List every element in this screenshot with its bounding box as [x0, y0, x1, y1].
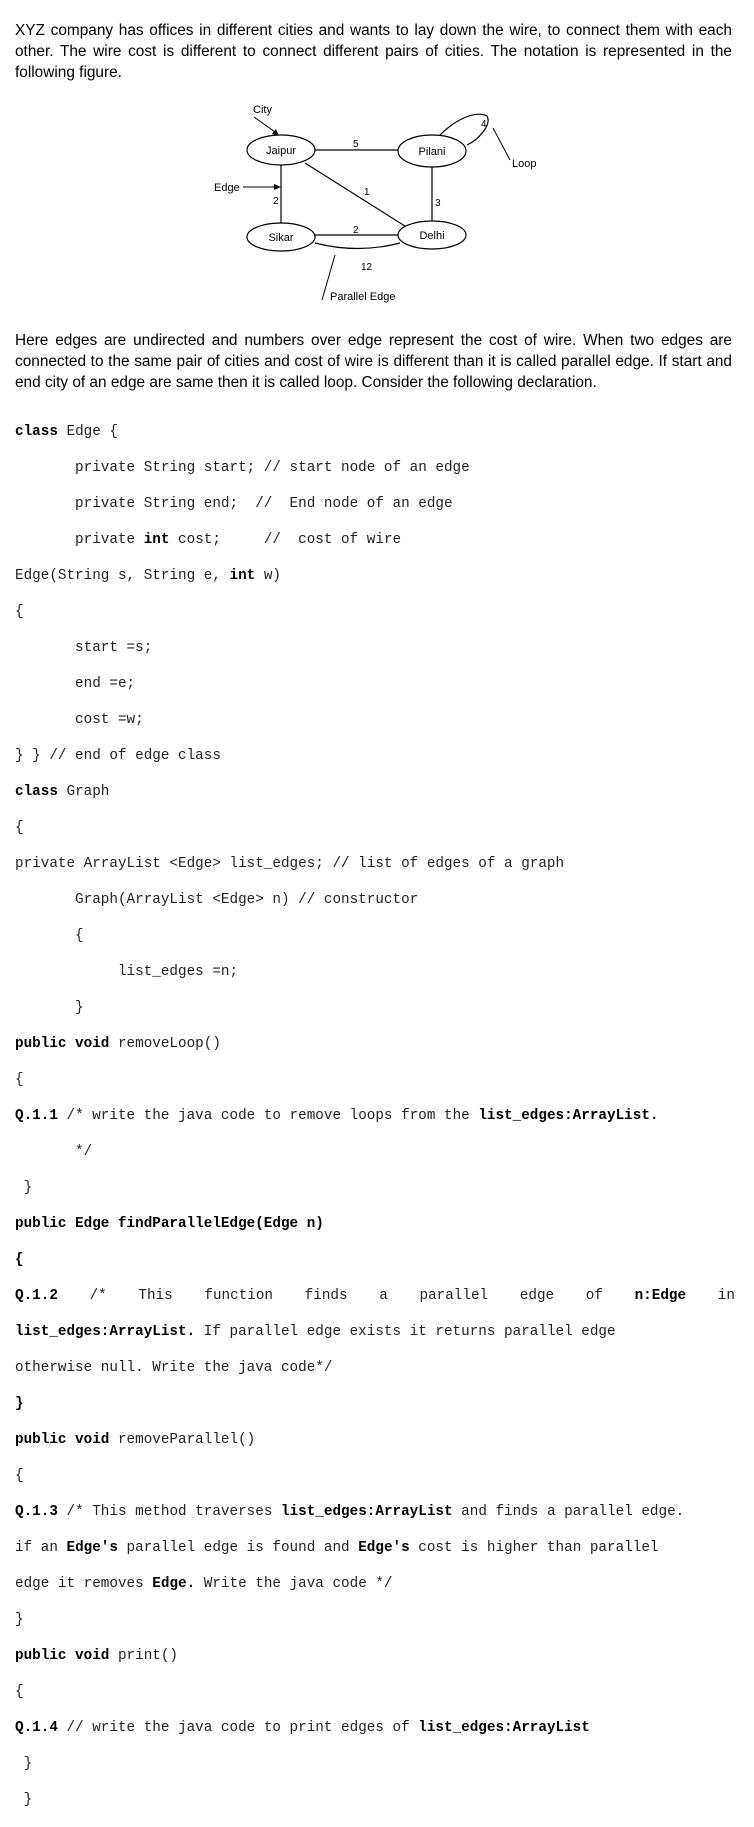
- question-id: Q.1.4: [15, 1720, 58, 1736]
- edge-sikar-delhi-parallel: [315, 243, 400, 249]
- keyword: public void: [15, 1036, 110, 1052]
- weight-jaipur-sikar: 2: [273, 196, 279, 207]
- code-line: [15, 423, 735, 441]
- code-line: cost =w;: [15, 712, 144, 728]
- weight-pilani-delhi: 3: [435, 198, 441, 209]
- edge-arrowhead: [274, 184, 281, 190]
- code-line: otherwise null. Write the java code*/: [15, 1360, 333, 1376]
- code-word: edge: [519, 1288, 555, 1304]
- code-text: removeParallel(): [109, 1432, 256, 1448]
- code-text: cost is higher than parallel: [409, 1540, 659, 1556]
- code-line: }: [15, 1612, 24, 1628]
- code-line: {: [15, 820, 24, 836]
- intro-paragraph: XYZ company has offices in different cities and wants to lay down the wire, to connect them with each other. The wire cost is different to connect different pairs of cities. The notation is represented in the following figure.: [15, 22, 732, 81]
- code-bold: list_edges:ArrayList.: [15, 1324, 196, 1340]
- code-word: in: [717, 1288, 735, 1304]
- keyword: public void: [15, 1432, 110, 1448]
- code-bold: list_edges:ArrayList: [280, 1504, 453, 1520]
- code-line: {: [15, 928, 84, 944]
- code-text: w): [255, 568, 281, 584]
- code-line: [15, 1107, 735, 1125]
- weight-loop: 4: [481, 119, 487, 130]
- code-line: [15, 1503, 735, 1521]
- node-jaipur-label: Jaipur: [266, 145, 296, 157]
- code-text: If parallel edge exists it returns parallel edge: [195, 1324, 616, 1340]
- code-text: private: [15, 532, 144, 548]
- loop-label: Loop: [512, 158, 537, 170]
- code-text: Write the java code */: [195, 1576, 393, 1592]
- code-text: cost; // cost of wire: [169, 532, 402, 548]
- keyword: public void: [15, 1648, 110, 1664]
- code-line: Graph(ArrayList <Edge> n) // constructor: [15, 892, 419, 908]
- code-text: removeLoop(): [109, 1036, 221, 1052]
- code-line: [15, 1647, 735, 1665]
- node-delhi-label: Delhi: [419, 230, 445, 242]
- code-text: // write the java code to print edges of: [57, 1720, 419, 1736]
- code-word: function: [204, 1288, 274, 1304]
- code-bold: Edge.: [152, 1576, 196, 1592]
- code-text: Edge(String s, String e,: [15, 568, 230, 584]
- question-id: Q.1.3: [15, 1504, 58, 1520]
- code-line: [15, 1575, 735, 1593]
- weight-jaipur-pilani: 5: [353, 139, 359, 150]
- code-line: private ArrayList <Edge> list_edges; // list of edges of a graph: [15, 856, 565, 872]
- code-bold: Edge's: [66, 1540, 118, 1556]
- edge-label: Edge: [214, 182, 240, 194]
- node-sikar-label: Sikar: [268, 232, 294, 244]
- code-line: private String end; // End node of an edge: [15, 496, 453, 512]
- keyword: int: [143, 532, 170, 548]
- code-line-justified: [15, 1287, 735, 1305]
- code-line: {: [15, 604, 24, 620]
- graph-figure: [0, 0, 754, 330]
- code-line: public Edge findParallelEdge(Edge n): [15, 1216, 324, 1232]
- code-line: }: [15, 1180, 33, 1196]
- parallel-edge-label: Parallel Edge: [330, 291, 396, 303]
- code-text: Edge {: [57, 424, 118, 440]
- code-text: Graph: [57, 784, 110, 800]
- code-word: finds: [304, 1288, 348, 1304]
- code-block: [15, 405, 735, 1827]
- code-line: }: [15, 1792, 33, 1808]
- code-word: a: [379, 1288, 388, 1304]
- code-line: [15, 1431, 735, 1449]
- code-line: [15, 783, 735, 801]
- node-pilani-label: Pilani: [418, 146, 446, 158]
- code-line: }: [15, 1396, 24, 1412]
- code-text: /* This method traverses: [57, 1504, 281, 1520]
- code-line: private String start; // start node of an edge: [15, 460, 470, 476]
- code-line: {: [15, 1684, 24, 1700]
- code-line: [15, 567, 735, 585]
- weight-jaipur-delhi: 1: [364, 187, 370, 198]
- code-line: list_edges =n;: [15, 964, 239, 980]
- code-text: and finds a parallel edge.: [452, 1504, 685, 1520]
- keyword: class: [15, 784, 58, 800]
- code-text: /* write the java code to remove loops from the: [57, 1108, 479, 1124]
- code-line: end =e;: [15, 676, 136, 692]
- question-id: Q.1.1: [15, 1108, 58, 1124]
- description-paragraph: Here edges are undirected and numbers over edge represent the cost of wire. When two edges are connected to the same pair of cities and cost of wire is different than it is called parallel edge. If start and end city of an edge are same then it is called loop. Consider the following declaration.: [15, 332, 732, 391]
- code-line: */: [15, 1144, 93, 1160]
- code-word: parallel: [419, 1288, 489, 1304]
- code-line: [15, 531, 735, 549]
- code-text: if an: [15, 1540, 67, 1556]
- weight-sikar-delhi-parallel: 12: [361, 262, 373, 273]
- code-line: } } // end of edge class: [15, 748, 221, 764]
- weight-sikar-delhi: 2: [353, 225, 359, 236]
- question-id: Q.1.2: [15, 1288, 58, 1304]
- edge-jaipur-delhi: [305, 163, 408, 228]
- code-line: {: [15, 1252, 24, 1268]
- code-bold: list_edges:ArrayList: [418, 1720, 590, 1736]
- loop-pointer: [493, 128, 510, 160]
- code-word: of: [585, 1288, 603, 1304]
- code-bold: n:Edge: [634, 1288, 687, 1304]
- code-word: /*: [89, 1288, 107, 1304]
- code-line: [15, 1323, 735, 1341]
- keyword: class: [15, 424, 58, 440]
- city-label: City: [253, 104, 272, 116]
- code-line: }: [15, 1756, 33, 1772]
- code-line: {: [15, 1072, 24, 1088]
- keyword: int: [229, 568, 256, 584]
- code-line: [15, 1035, 735, 1053]
- code-text: edge it removes: [15, 1576, 153, 1592]
- code-text: parallel edge is found and: [117, 1540, 359, 1556]
- code-line: [15, 1719, 735, 1737]
- code-line: }: [15, 1000, 84, 1016]
- code-bold: list_edges:ArrayList.: [478, 1108, 659, 1124]
- code-bold: Edge's: [358, 1540, 410, 1556]
- code-line: {: [15, 1468, 24, 1484]
- code-word: This: [138, 1288, 173, 1304]
- code-text: print(): [109, 1648, 179, 1664]
- code-line: start =s;: [15, 640, 153, 656]
- code-line: [15, 1539, 735, 1557]
